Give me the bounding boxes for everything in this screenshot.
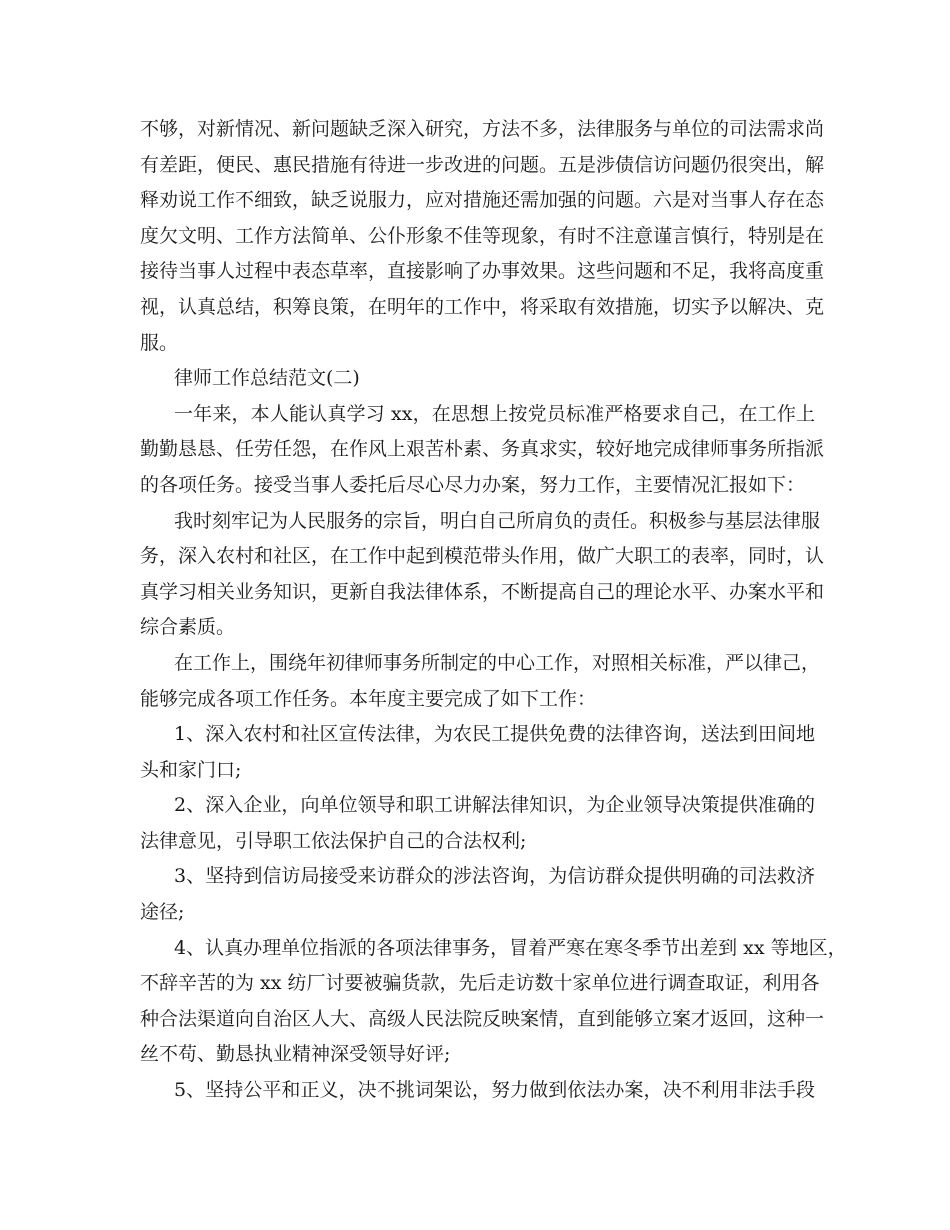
text-line: 5、坚持公平和正义，决不挑词架讼，努力做到依法办案，决不利用非法手段 — [174, 1079, 815, 1102]
text-line: 接待当事人过程中表态草率，直接影响了办事效果。这些问题和不足，我将高度重 — [140, 260, 825, 283]
text-line: 综合素质。 — [140, 616, 236, 639]
text-line: 律师工作总结范文(二) — [174, 367, 360, 390]
text-line: 真学习相关业务知识，更新自我法律体系，不断提高自己的理论水平、办案水平和 — [140, 580, 825, 603]
text-line: 丝不苟、勤恳执业精神深受领导好评; — [140, 1043, 451, 1066]
text-line: 2、深入企业，向单位领导和职工讲解法律知识，为企业领导决策提供准确的 — [174, 794, 815, 817]
text-line: 一年来，本人能认真学习 xx，在思想上按党员标准严格要求自己，在工作上 — [174, 402, 815, 425]
text-line: 的各项任务。接受当事人委托后尽心尽力办案，努力工作，主要情况汇报如下： — [140, 473, 806, 496]
text-line: 法律意见，引导职工依法保护自己的合法权利; — [140, 829, 527, 852]
text-line: 能够完成各项工作任务。本年度主要完成了如下工作： — [140, 687, 597, 710]
text-line: 种合法渠道向自治区人大、高级人民法院反映案情，直到能够立案才返回，这种一 — [140, 1007, 825, 1030]
text-line: 1、深入农村和社区宣传法律，为农民工提供免费的法律咨询，送法到田间地 — [174, 723, 815, 746]
text-line: 有差距，便民、惠民措施有待进一步改进的问题。五是涉债信访问题仍很突出，解 — [140, 153, 825, 176]
text-line: 度欠文明、工作方法简单、公仆形象不佳等现象，有时不注意谨言慎行，特别是在 — [140, 224, 825, 247]
text-line: 3、坚持到信访局接受来访群众的涉法咨询，为信访群众提供明确的司法救济 — [174, 865, 815, 888]
document-body — [140, 112, 847, 1109]
text-line: 勤勤恳恳、任劳任怨，在作风上艰苦朴素、务真求实，较好地完成律师事务所指派 — [140, 438, 825, 461]
text-line: 不辞辛苦的为 xx 纺厂讨要被骗货款，先后走访数十家单位进行调查取证，利用各 — [140, 972, 820, 995]
text-line: 释劝说工作不细致，缺乏说服力，应对措施还需加强的问题。六是对当事人存在态 — [140, 189, 825, 212]
text-line: 途径; — [140, 901, 185, 924]
text-line: 不够，对新情况、新问题缺乏深入研究，方法不多，法律服务与单位的司法需求尚 — [140, 118, 825, 140]
text-line: 在工作上，围绕年初律师事务所制定的中心工作，对照相关标准，严以律己， — [174, 651, 821, 674]
text-line: 头和家门口; — [140, 758, 242, 781]
text-line: 4、认真办理单位指派的各项法律事务，冒着严寒在寒冬季节出差到 xx 等地区， — [174, 936, 847, 959]
text-line: 视，认真总结，积筹良策，在明年的工作中，将采取有效措施，切实予以解决、克 — [140, 295, 825, 318]
text-line: 服。 — [140, 331, 179, 354]
text-line: 务，深入农村和社区，在工作中起到模范带头作用，做广大职工的表率，同时，认 — [140, 545, 825, 568]
text-line: 我时刻牢记为人民服务的宗旨，明白自己所肩负的责任。积极参与基层法律服 — [174, 509, 821, 532]
